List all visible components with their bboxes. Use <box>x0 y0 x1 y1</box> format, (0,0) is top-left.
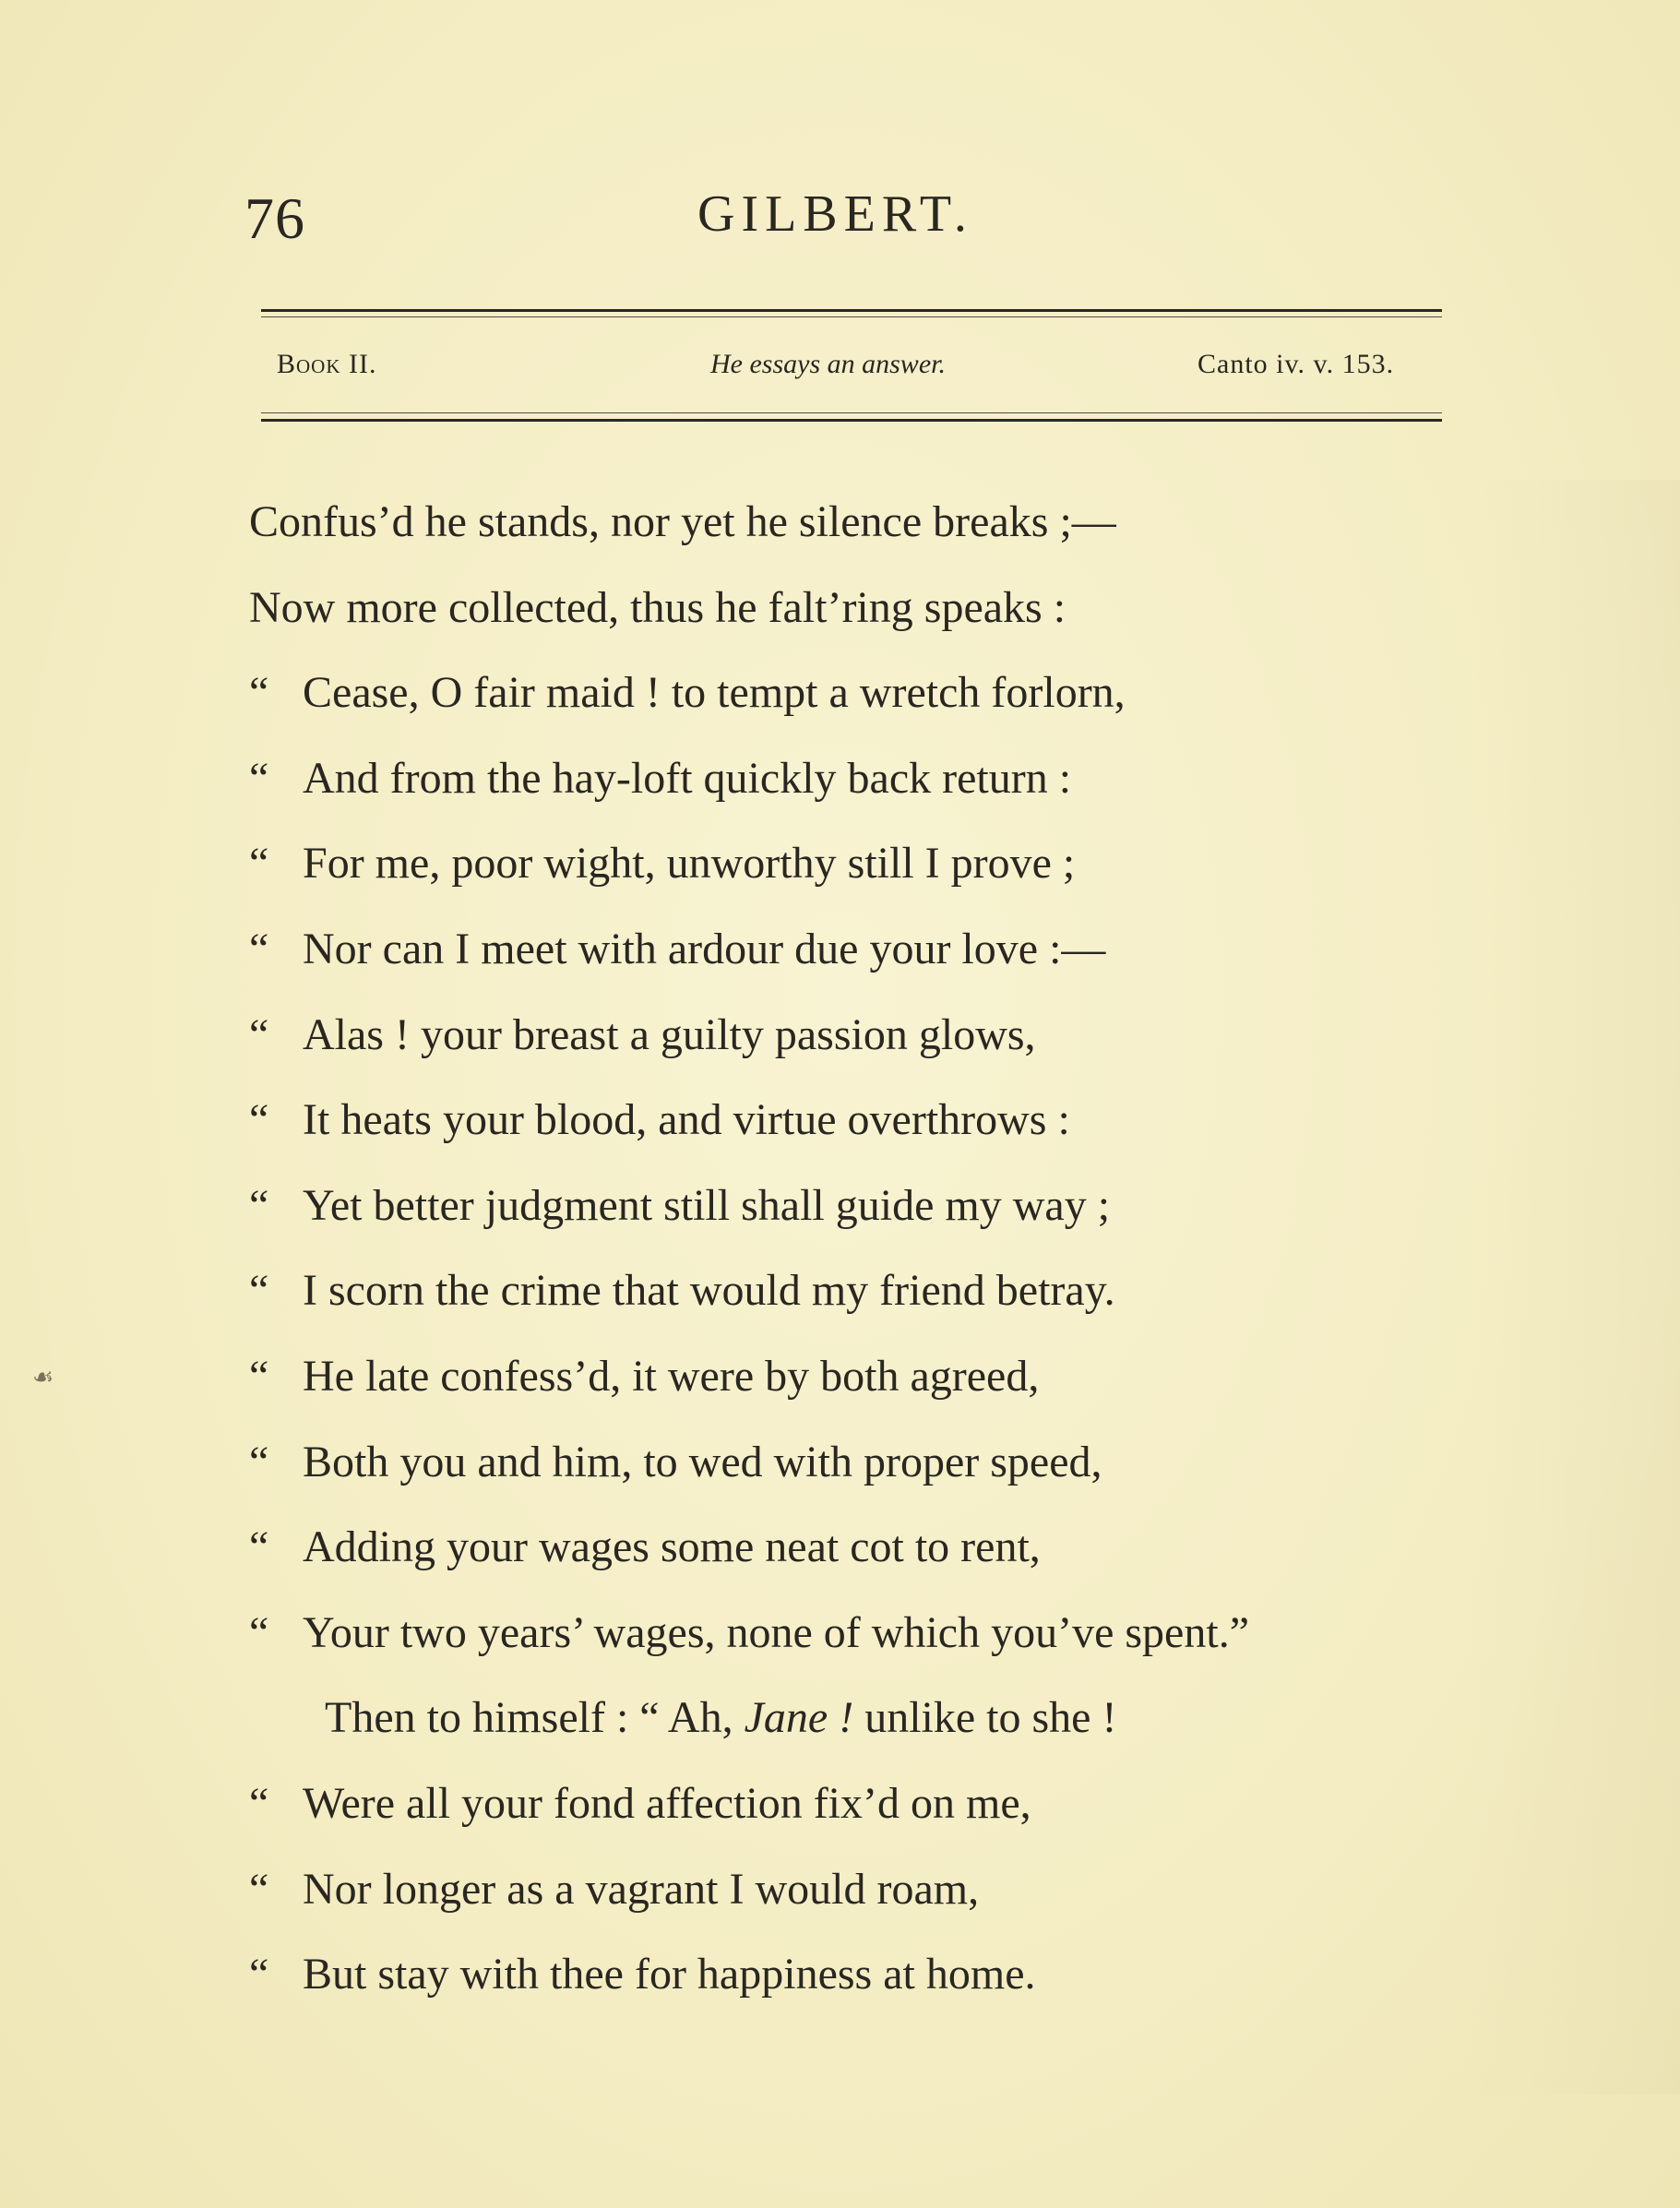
verse-text: Cease, O fair maid ! to tempt a wretch forlorn, <box>303 668 1126 718</box>
open-quote: “ <box>249 1351 269 1401</box>
running-title: GILBERT. <box>697 185 973 243</box>
poem-line <box>249 1078 1522 1164</box>
verse-text: Nor longer as a vagrant I would roam, <box>303 1864 980 1914</box>
poem-line <box>249 1164 1522 1249</box>
poem-line <box>249 1932 1522 2018</box>
aside-before: Then to himself : “ Ah, <box>325 1693 745 1743</box>
open-quote: “ <box>249 1607 269 1657</box>
open-quote: “ <box>249 1522 269 1572</box>
poem-line <box>249 1248 1522 1334</box>
open-quote: “ <box>249 1437 269 1486</box>
poem-aside-line <box>249 1676 1522 1761</box>
poem-line <box>249 821 1522 907</box>
open-quote: “ <box>249 1864 269 1914</box>
poem-line <box>249 566 1522 651</box>
verse-text: Adding your wages some neat cot to rent, <box>303 1522 1041 1572</box>
verse-text: Yet better judgment still shall guide my way ; <box>303 1180 1111 1230</box>
bottom-rule-thick <box>261 419 1442 422</box>
poem-line <box>249 480 1522 566</box>
top-rule-thick <box>261 309 1442 312</box>
verse-text: It heats your blood, and virtue overthrows : <box>303 1095 1070 1145</box>
verse-text: And from the hay-loft quickly back return : <box>303 753 1072 803</box>
poem-line <box>249 736 1522 822</box>
verse-text: I scorn the crime that would my friend betray. <box>303 1266 1115 1316</box>
aside-after: unlike to she ! <box>853 1693 1117 1743</box>
poem-line <box>249 1847 1522 1933</box>
page-number: 76 <box>244 185 305 251</box>
poem-line <box>249 1761 1522 1847</box>
verse-text: Nor can I meet with ardour due your love :— <box>303 924 1106 973</box>
poem-line <box>249 1591 1522 1677</box>
verse-text: For me, poor wight, unworthy still I prove ; <box>303 839 1076 889</box>
verse-text: Your two years’ wages, none of which you’ve spent.” <box>303 1607 1249 1657</box>
margin-mark: ☙ <box>32 1364 54 1390</box>
top-rule-thin <box>261 316 1442 317</box>
open-quote: “ <box>249 1180 269 1230</box>
verse-text: Confus’d he stands, nor yet he silence breaks ;— <box>249 497 1116 546</box>
bottom-rule-thin <box>261 412 1442 413</box>
open-quote: “ <box>249 1950 269 1999</box>
open-quote: “ <box>249 1778 269 1828</box>
verse-text: Alas ! your breast a guilty passion glows, <box>303 1009 1036 1059</box>
verse-text: But stay with thee for happiness at home. <box>303 1950 1036 1999</box>
poem-line <box>249 650 1522 736</box>
headline-book: Book II. <box>277 349 377 379</box>
open-quote: “ <box>249 924 269 973</box>
open-quote: “ <box>249 1009 269 1059</box>
poem-text <box>249 480 1522 2018</box>
aside-name: Jane ! <box>744 1693 854 1743</box>
poem-line <box>249 1420 1522 1506</box>
verse-text: Now more collected, thus he falt’ring speaks : <box>249 582 1066 632</box>
open-quote: “ <box>249 668 269 718</box>
poem-line <box>249 993 1522 1079</box>
open-quote: “ <box>249 839 269 889</box>
open-quote: “ <box>249 1266 269 1316</box>
verse-text: Were all your fond affection fix’d on me, <box>303 1778 1031 1828</box>
verse-text: He late confess’d, it were by both agreed, <box>303 1351 1040 1401</box>
poem-line <box>249 907 1522 993</box>
open-quote: “ <box>249 753 269 803</box>
verse-text: Both you and him, to wed with proper speed, <box>303 1437 1102 1486</box>
open-quote: “ <box>249 1095 269 1145</box>
headline-topic: He essays an answer. <box>710 349 946 379</box>
poem-line <box>249 1505 1522 1591</box>
poem-line <box>249 1334 1522 1420</box>
headline-canto: Canto iv. v. 153. <box>1197 349 1395 379</box>
